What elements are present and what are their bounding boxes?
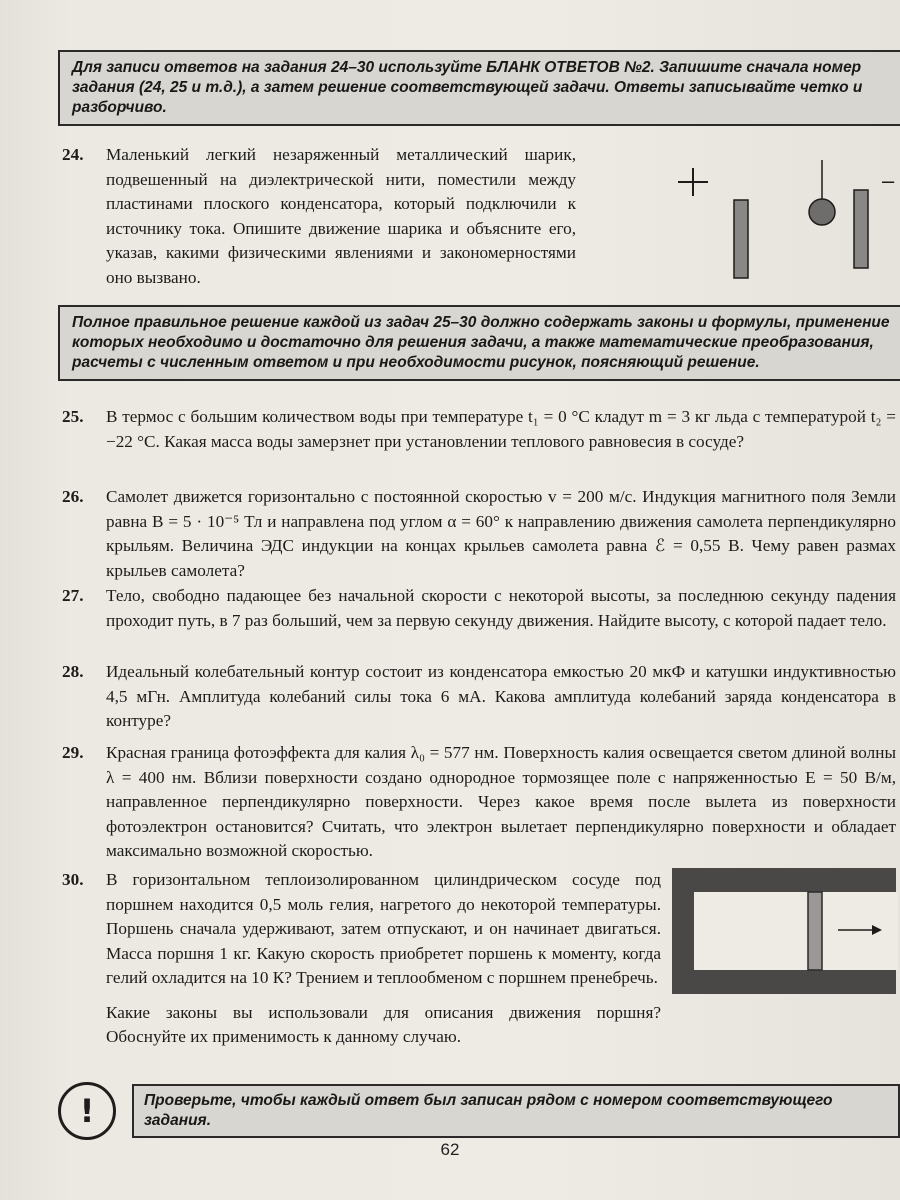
full-solution-notice: Полное правильное решение каждой из задач 25–30 должно содержать законы и формулы, применение которых необходимо и достаточно для решения задачи, а также математические преобразования, расчеты с численным ответом и при необходимости рисунок, поясняющий решение. xyxy=(58,305,900,381)
task-number: 29. xyxy=(62,743,84,762)
task-followup-question: Какие законы вы использовали для описания движения поршня? Обоснуйте их применимость к данному случаю. xyxy=(106,1002,661,1046)
task-text: Самолет движется горизонтально с постоянной скоростью v = 200 м/с. Индукция магнитного поля Земли равна B = 5 · 10⁻⁵ Тл и направлена под углом α = 60° к направлению движения самолета перпендикулярно крыльям. Величина ЭДС индукции на концах крыльев самолета равна ℰ = 0,55 В. Чему равен размах крыльев самолета? xyxy=(106,487,896,580)
left-plate xyxy=(734,200,748,278)
exclamation-icon: ! xyxy=(58,1082,116,1140)
task-text: В термос с большим количеством воды при температуре t₁ = 0 °С кладут m = 3 кг льда с температурой t₂ = −22 °С. Какая масса воды замерзнет при установлении теплового равновесия в сосуде? xyxy=(106,407,896,451)
piston xyxy=(808,892,822,970)
minus-label: – xyxy=(882,168,895,193)
task-text: Маленький легкий незаряженный металлический шарик, подвешенный на диэлектрической нити, поместили между пластинами плоского конденсатора, который подключили к источнику тока. Опишите движение шарика и объясните его, указав, какими физическими явлениями и закономерностями оно вызвано. xyxy=(106,145,576,287)
task-number: 24. xyxy=(62,145,84,164)
page-number: 62 xyxy=(440,1140,460,1159)
right-plate xyxy=(854,190,868,268)
task-number: 27. xyxy=(62,586,84,605)
answers-form-notice: Для записи ответов на задания 24–30 используйте БЛАНК ОТВЕТОВ №2. Запишите сначала номер задания (24, 25 и т.д.), а затем решение соответствующей задачи. Ответы записывайте четко и разборчиво. xyxy=(58,50,900,126)
capacitor-figure xyxy=(670,160,900,280)
task-text: Тело, свободно падающее без начальной скорости с некоторой высоты, за последнюю секунду падения проходит путь, в 7 раз больший, чем за первую секунду движения. Найдите высоту, с которой падает тело. xyxy=(106,586,896,630)
task-number: 30. xyxy=(62,870,84,889)
check-answers-warning xyxy=(58,1076,898,1142)
warning-text: Проверьте, чтобы каждый ответ был записан рядом с номером соответствующего задания. xyxy=(132,1084,900,1138)
metal-ball xyxy=(809,199,835,225)
task-number: 25. xyxy=(62,407,84,426)
cylinder-piston-figure xyxy=(668,866,898,996)
task-number: 28. xyxy=(62,662,84,681)
task-number: 26. xyxy=(62,487,84,506)
task-text: В горизонтальном теплоизолированном цилиндрическом сосуде под поршнем находится 0,5 моль гелия, нагретого до некоторой температуры. Поршень сначала удерживают, затем отпускают, и он начинает двигаться. Масса поршня 1 кг. Какую скорость приобретет поршень к моменту, когда гелий охладится на 10 К? Трением и теплообменом с поршнем пренебречь. xyxy=(106,870,661,987)
task-text: Красная граница фотоэффекта для калия λ₀ = 577 нм. Поверхность калия освещается светом длиной волны λ = 400 нм. Вблизи поверхности создано однородное тормозящее поле с напряженностью E = 50 В/м, направленное перпендикулярно поверхности. Через какое время после вылета из поверхности фотоэлектрон остановится? Считать, что электрон вылетает перпендикулярно поверхности и обладает максимально возможной скоростью. xyxy=(106,743,896,860)
task-text: Идеальный колебательный контур состоит из конденсатора емкостью 20 мкФ и катушки индуктивностью 4,5 мГн. Амплитуда колебаний силы тока 6 мА. Какова амплитуда колебаний заряда конденсатора в контуре? xyxy=(106,662,896,730)
cylinder-cavity xyxy=(694,892,898,970)
